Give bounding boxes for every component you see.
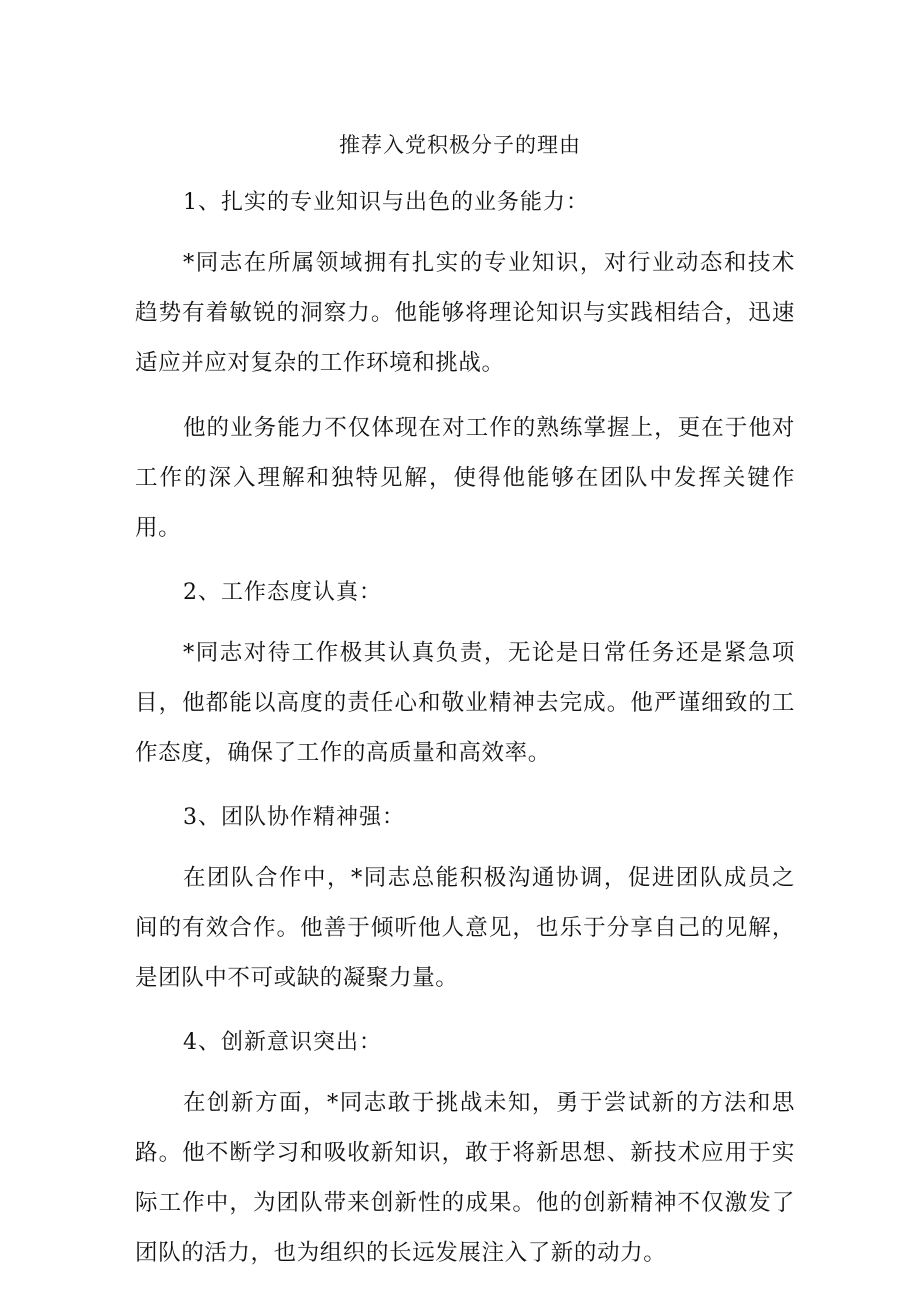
section-paragraph: 他的业务能力不仅体现在对工作的熟练掌握上，更在于他对工作的深入理解和独特见解，使得他能够在团队中发挥关键作用。 bbox=[135, 415, 795, 541]
section-3 bbox=[135, 793, 795, 1003]
section-paragraph: 在创新方面，*同志敢于挑战未知，勇于尝试新的方法和思路。他不断学习和吸收新知识，敢于将新思想、新技术应用于实际工作中，为团队带来创新性的成果。他的创新精神不仅激发了团队的活力，也为组织的长远发展注入了新的动力。 bbox=[135, 1090, 795, 1266]
section-heading: 2、工作态度认真： bbox=[183, 580, 382, 605]
document-body bbox=[135, 178, 795, 1293]
section-paragraph: 在团队合作中，*同志总能积极沟通协调，促进团队成员之间的有效合作。他善于倾听他人意见，也乐于分享自己的见解，是团队中不可或缺的凝聚力量。 bbox=[135, 865, 795, 991]
section-2 bbox=[135, 568, 795, 778]
section-paragraph: *同志对待工作极其认真负责，无论是日常任务还是紧急项目，他都能以高度的责任心和敬业精神去完成。他严谨细致的工作态度，确保了工作的高质量和高效率。 bbox=[135, 640, 795, 766]
section-1 bbox=[135, 178, 795, 553]
document-title: 推荐入党积极分子的理由 bbox=[339, 133, 581, 157]
section-heading: 1、扎实的专业知识与出色的业务能力： bbox=[183, 190, 589, 215]
section-heading: 4、创新意识突出： bbox=[183, 1030, 382, 1055]
section-heading: 3、团队协作精神强： bbox=[183, 805, 405, 830]
section-paragraph: *同志在所属领域拥有扎实的专业知识，对行业动态和技术趋势有着敏锐的洞察力。他能够将理论知识与实践相结合，迅速适应并应对复杂的工作环境和挑战。 bbox=[135, 250, 795, 376]
section-4 bbox=[135, 1018, 795, 1278]
